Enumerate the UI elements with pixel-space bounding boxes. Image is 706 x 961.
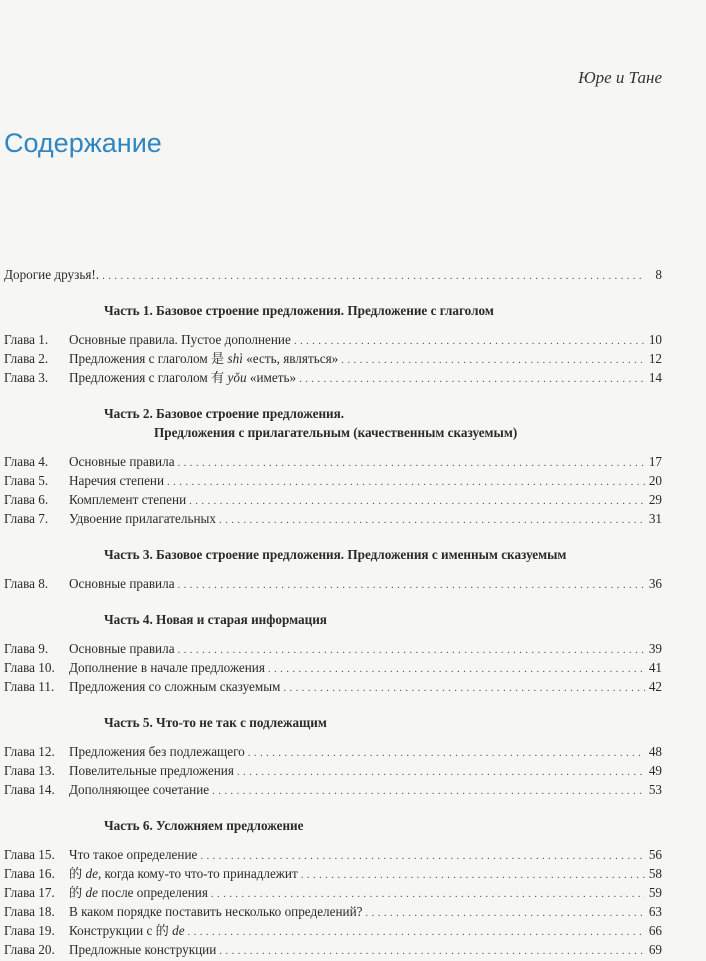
toc-entry[interactable]	[4, 639, 662, 658]
chapter-number: Глава 17.	[4, 885, 55, 900]
chapter-page: 12	[648, 351, 662, 366]
dot-leader	[301, 866, 645, 885]
chapter-page: 66	[648, 923, 662, 938]
chapter-page: 63	[648, 904, 662, 919]
dot-leader	[299, 370, 645, 389]
toc-entry[interactable]	[4, 845, 662, 864]
dot-leader	[178, 454, 645, 473]
chapter-number: Глава 4.	[4, 454, 49, 469]
chapter-number: Глава 14.	[4, 782, 55, 797]
chapter-number: Глава 18.	[4, 904, 55, 919]
chapter-number: Глава 3.	[4, 370, 49, 385]
part-heading-line: Часть 4. Новая и старая информация	[104, 612, 327, 627]
toc-entry[interactable]	[4, 780, 662, 799]
chapter-title: Комплемент степени	[69, 492, 187, 507]
toc-entry[interactable]	[4, 349, 662, 368]
toc-entry[interactable]	[4, 509, 662, 528]
chapter-title: Предложения с глаголом 有 yǒu «иметь»	[69, 370, 297, 385]
chapter-page: 29	[648, 492, 662, 507]
chapter-number: Глава 16.	[4, 866, 55, 881]
chapter-number: Глава 15.	[4, 847, 55, 862]
toc-entry[interactable]	[4, 368, 662, 387]
chapter-page: 31	[648, 511, 662, 526]
chapter-page: 49	[648, 763, 662, 778]
chapter-title: Дополняющее сочетание	[69, 782, 210, 797]
part-heading	[4, 610, 662, 629]
chapter-page: 53	[648, 782, 662, 797]
toc-parts	[4, 301, 662, 959]
toc-entry[interactable]	[4, 452, 662, 471]
chapter-title: Основные правила	[69, 454, 175, 469]
chapter-number: Глава 9.	[4, 641, 49, 656]
chapter-title: Основные правила. Пустое дополнение	[69, 332, 291, 347]
chapter-number: Глава 20.	[4, 942, 55, 957]
chapter-number: Глава 2.	[4, 351, 49, 366]
dedication: Юре и Тане	[578, 68, 662, 87]
chapter-page: 48	[648, 744, 662, 759]
chapter-page: 36	[648, 576, 662, 591]
toc-entry[interactable]	[4, 940, 662, 959]
chapter-title: Наречия степени	[69, 473, 165, 488]
chapter-title: Удвоение прилагательных	[69, 511, 216, 526]
toc-entry[interactable]	[4, 677, 662, 696]
toc-entry[interactable]	[4, 902, 662, 921]
toc-entry[interactable]	[4, 864, 662, 883]
part-heading-line: Часть 1. Базовое строение предложения. Предложение с глаголом	[104, 303, 494, 318]
chapter-page: 56	[648, 847, 662, 862]
dot-leader	[268, 660, 645, 679]
dot-leader	[237, 763, 645, 782]
dot-leader	[189, 492, 645, 511]
chapter-page: 59	[648, 885, 662, 900]
part-heading	[4, 545, 662, 564]
chapter-page: 39	[648, 641, 662, 656]
toc-entry[interactable]	[4, 574, 662, 593]
part-heading	[4, 816, 662, 835]
dot-leader	[102, 267, 645, 286]
chapter-page: 14	[648, 370, 662, 385]
dot-leader	[219, 511, 645, 530]
toc-entry[interactable]	[4, 658, 662, 677]
toc-entry[interactable]	[4, 490, 662, 509]
chapter-number: Глава 1.	[4, 332, 49, 347]
chapter-number: Глава 5.	[4, 473, 49, 488]
toc-entry[interactable]	[4, 330, 662, 349]
chapter-title: Основные правила	[69, 641, 175, 656]
dot-leader	[219, 942, 645, 961]
dot-leader	[283, 679, 645, 698]
dot-leader	[178, 576, 645, 595]
chapter-number: Глава 12.	[4, 744, 55, 759]
chapter-number: Глава 6.	[4, 492, 49, 507]
toc-entry-page: 8	[655, 267, 662, 282]
chapter-page: 41	[648, 660, 662, 675]
chapter-title: 的 de, когда кому-то что-то принадлежит	[69, 866, 298, 881]
chapter-page: 10	[648, 332, 662, 347]
chapter-page: 17	[648, 454, 662, 469]
chapter-title: Что такое определение	[69, 847, 198, 862]
part-heading-line-2: Предложения с прилагательным (качественным сказуемым)	[154, 425, 518, 440]
dot-leader	[341, 351, 645, 370]
chapter-number: Глава 19.	[4, 923, 55, 938]
dot-leader	[366, 904, 645, 923]
chapter-number: Глава 10.	[4, 660, 55, 675]
chapter-title: Предложения с глаголом 是 shì «есть, являться»	[69, 351, 339, 366]
part-heading	[4, 301, 662, 320]
part-heading-line: Часть 2. Базовое строение предложения.	[104, 406, 345, 421]
chapter-title: Предложения со сложным сказуемым	[69, 679, 281, 694]
toc-entry[interactable]	[4, 883, 662, 902]
chapter-number: Глава 8.	[4, 576, 49, 591]
chapter-page: 69	[648, 942, 662, 957]
chapter-title: Основные правила	[69, 576, 175, 591]
chapter-title: Дополнение в начале предложения	[69, 660, 265, 675]
chapter-title: 的 de после определения	[69, 885, 208, 900]
chapter-page: 20	[648, 473, 662, 488]
part-heading-line: Часть 3. Базовое строение предложения. Предложения с именным сказуемым	[104, 547, 567, 562]
chapter-number: Глава 7.	[4, 511, 49, 526]
chapter-title: Повелительные предложения	[69, 763, 234, 778]
chapter-title: Конструкции с 的 de	[69, 923, 185, 938]
part-heading	[4, 404, 662, 442]
chapter-page: 42	[648, 679, 662, 694]
toc-entry[interactable]	[4, 761, 662, 780]
chapter-title: Предложения без подлежащего	[69, 744, 245, 759]
dot-leader	[188, 923, 645, 942]
dot-leader	[212, 782, 645, 801]
part-heading	[4, 713, 662, 732]
part-heading-line: Часть 5. Что-то не так с подлежащим	[104, 715, 327, 730]
dot-leader	[248, 744, 645, 763]
table-of-contents	[4, 265, 662, 959]
dot-leader	[167, 473, 645, 492]
dot-leader	[294, 332, 645, 351]
chapter-number: Глава 11.	[4, 679, 55, 694]
page-title: Содержание	[4, 128, 162, 158]
toc-entry[interactable]	[4, 742, 662, 761]
chapter-number: Глава 13.	[4, 763, 55, 778]
toc-entry[interactable]	[4, 471, 662, 490]
chapter-title: Предложные конструкции	[69, 942, 217, 957]
part-heading-line: Часть 6. Усложняем предложение	[104, 818, 304, 833]
toc-entry-intro[interactable]	[4, 265, 662, 284]
chapter-page: 58	[648, 866, 662, 881]
chapter-title: В каком порядке поставить несколько определений?	[69, 904, 363, 919]
toc-entry[interactable]	[4, 921, 662, 940]
toc-entry-title: Дорогие друзья!.	[4, 267, 100, 282]
